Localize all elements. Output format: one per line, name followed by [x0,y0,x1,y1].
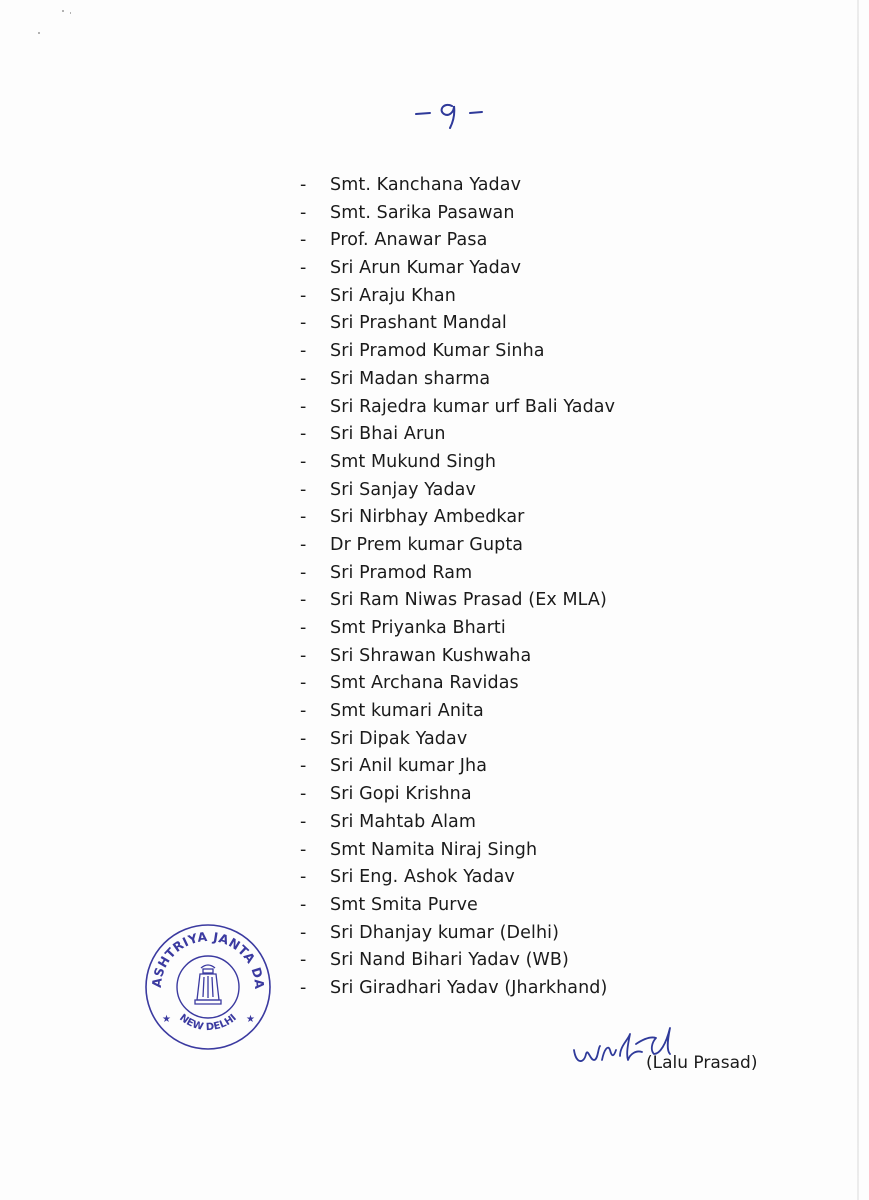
list-item [300,532,615,560]
list-dash: - [300,839,307,860]
list-dash: - [300,811,307,832]
member-name: Sri Anil kumar Jha [330,756,488,777]
list-item [300,421,615,449]
list-dash: - [300,701,307,722]
member-name: Sri Giradhari Yadav (Jharkhand) [330,977,608,998]
list-item [300,587,615,615]
list-dash: - [300,313,307,334]
list-item [300,615,615,643]
list-item [300,172,615,200]
list-dash: - [300,728,307,749]
list-item [300,560,615,588]
list-dash: - [300,341,307,362]
member-name: Sri Araju Khan [330,285,456,306]
member-name: Sri Prashant Mandal [330,313,507,334]
list-dash: - [300,618,307,638]
list-item [300,504,615,532]
list-dash: - [300,894,307,915]
list-item [300,892,615,920]
member-name: Smt Namita Niraj Singh [330,839,538,860]
list-item [300,670,615,698]
member-name: Sri Pramod Kumar Sinha [330,341,545,362]
list-item [300,837,615,865]
member-name: Sri Rajedra kumar urf Bali Yadav [330,396,616,417]
list-dash: - [300,230,307,251]
scan-speck [38,32,40,34]
list-item [300,366,615,394]
list-item [300,975,615,1003]
list-dash: - [300,175,307,195]
list-item [300,310,615,338]
member-name: Sri Eng. Ashok Yadav [330,867,515,888]
member-name: Smt. Kanchana Yadav [330,175,522,195]
member-name: Dr Prem kumar Gupta [330,534,524,555]
member-name: Sri Pramod Ram [330,562,473,583]
list-dash: - [300,368,307,389]
member-name: Sri Sanjay Yadav [330,479,476,500]
list-item [300,781,615,809]
list-item [300,864,615,892]
list-dash: - [300,922,307,943]
party-seal [143,922,273,1052]
list-item [300,338,615,366]
member-name: Prof. Anawar Pasa [330,230,488,251]
member-name: Sri Ram Niwas Prasad (Ex MLA) [330,590,607,611]
list-item [300,477,615,505]
list-item [300,394,615,422]
seal-bottom-text: NEW DELHI [177,1012,239,1034]
list-dash: - [300,784,307,805]
member-name: Sri Arun Kumar Yadav [330,258,522,279]
list-dash: - [300,673,307,694]
list-item [300,698,615,726]
list-item [300,200,615,228]
list-dash: - [300,756,307,777]
scan-edge-shadow [857,0,859,1200]
list-dash: - [300,562,307,583]
list-item [300,255,615,283]
list-dash: - [300,507,307,528]
list-dash: - [300,590,307,611]
list-dash: - [300,977,307,998]
list-item [300,449,615,477]
list-item [300,283,615,311]
list-dash: - [300,424,307,445]
member-name: Sri Madan sharma [330,368,491,389]
list-item [300,726,615,754]
member-name: Smt kumari Anita [330,701,484,722]
list-item [300,753,615,781]
member-name: Smt Archana Ravidas [330,673,519,694]
seal-star-icon: ★ [246,1014,255,1025]
list-dash: - [300,645,307,666]
list-item [300,227,615,255]
list-dash: - [300,202,307,223]
member-name: Sri Shrawan Kushwaha [330,645,532,666]
list-dash: - [300,285,307,306]
lantern-icon [195,965,221,1004]
list-dash: - [300,258,307,279]
handwritten-page-number [408,92,498,132]
list-dash: - [300,479,307,500]
scan-speck [62,10,64,12]
scan-speck [70,12,71,14]
list-item [300,947,615,975]
list-dash: - [300,950,307,971]
signatory-name: (Lalu Prasad) [646,1053,758,1073]
page-number [408,92,498,132]
seal-top-text: ASHTRIYA JANTA DA [148,928,268,990]
member-name: Smt Mukund Singh [330,451,497,472]
list-dash: - [300,534,307,555]
list-dash: - [300,867,307,888]
seal-star-icon: ★ [162,1014,171,1025]
list-item [300,643,615,671]
member-name: Sri Nirbhay Ambedkar [330,507,525,528]
list-dash: - [300,451,307,472]
member-list [300,172,615,1003]
list-item [300,809,615,837]
member-name: Sri Nand Bihari Yadav (WB) [330,950,569,971]
member-name: Smt Smita Purve [330,894,478,915]
member-name: Sri Dipak Yadav [330,728,468,749]
member-name: Sri Gopi Krishna [330,784,472,805]
list-dash: - [300,396,307,417]
member-name: Sri Mahtab Alam [330,811,477,832]
member-name: Smt. Sarika Pasawan [330,202,515,223]
party-seal-graphic [143,922,273,1052]
list-item [300,920,615,948]
member-name: Sri Dhanjay kumar (Delhi) [330,922,560,943]
member-name: Sri Bhai Arun [330,424,446,445]
member-name: Smt Priyanka Bharti [330,618,506,638]
